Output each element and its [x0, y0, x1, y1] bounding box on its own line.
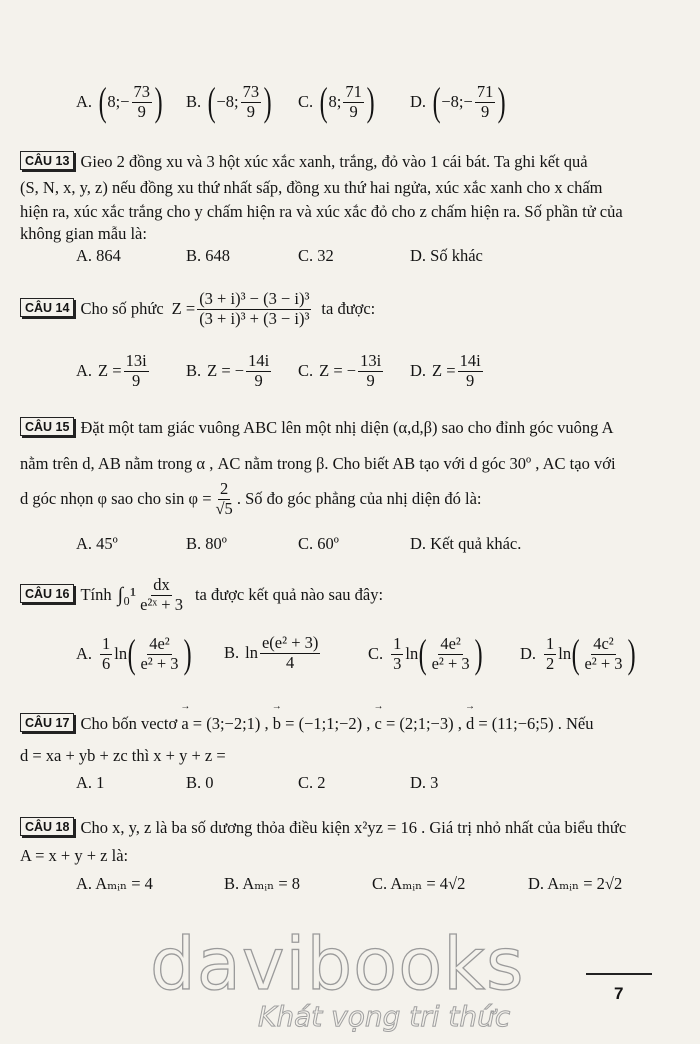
- q18-option-c: C. Aₘᵢₙ = 4√2: [372, 874, 466, 893]
- q15-line-2: nằm trên d, AB nằm trong α , AC nằm trong β. Cho biết AB tạo với d góc 30º , AC tạo với: [20, 454, 616, 473]
- q13-line-3: hiện ra, xúc xắc trắng cho y chấm hiện ra và xúc xắc đỏ cho z chấm hiện ra. Số phần tử của: [20, 202, 623, 221]
- q14-line-1: CÂU 14 Cho số phức Z = $\frac{\text{(3 + i)³ − (3 − i)³}}{\text{(3 + i)³ + (3 − i)³}}$ ta được:: [20, 290, 375, 329]
- q13-option-c: C. 32: [298, 246, 334, 265]
- q13-line-1: CÂU 13 Gieo 2 đồng xu và 3 hột xúc xắc xanh, trắng, đỏ vào 1 cái bát. Ta ghi kết quả: [20, 152, 588, 172]
- q13-line-2: (S, N, x, y, z) nếu đồng xu thứ nhất sấp, đồng xu thứ hai ngửa, xúc xắc xanh cho x chấm: [20, 178, 603, 197]
- brand-watermark: davibooks: [150, 922, 525, 1006]
- q18-option-b: B. Aₘᵢₙ = 8: [224, 874, 301, 893]
- q15-option-d: D. Kết quả khác.: [410, 534, 522, 553]
- q15-line-3: d góc nhọn φ sao cho sin φ = $\frac{2}{√5}$ . Số đo góc phẳng của nhị diện đó là:: [20, 479, 482, 518]
- q14-tag: CÂU 14: [20, 298, 74, 317]
- brand-slogan: Khát vọng tri thức: [258, 1000, 511, 1033]
- q17-line-2: d = xa + yb + zc thì x + y + z =: [20, 746, 226, 765]
- q15-option-b: B. 80º: [186, 534, 227, 553]
- q16-tag: CÂU 16: [20, 584, 74, 603]
- q14-option-b: B. Z = − $\frac{14i}{9}$: [186, 351, 270, 390]
- q12-option-a: A. ( 8;− $\frac{73}{9}$ ): [76, 79, 163, 124]
- q14-option-a: A. Z = $\frac{13i}{9}$: [76, 351, 147, 390]
- q12-option-b: B. ( −8; $\frac{73}{9}$ ): [186, 79, 272, 124]
- q15-line-1: CÂU 15 Đặt một tam giác vuông ABC lên một nhị diện (α,d,β) sao cho đỉnh góc vuông A: [20, 418, 614, 438]
- page-number: 7: [614, 984, 624, 1003]
- q17-option-b: B. 0: [186, 773, 214, 792]
- q13-option-d: D. Số khác: [410, 246, 483, 265]
- q17-option-d: D. 3: [410, 773, 439, 792]
- page-number-rule: [586, 973, 652, 975]
- q18-line-1: CÂU 18 Cho x, y, z là ba số dương thỏa điều kiện x²yz = 16 . Giá trị nhỏ nhất của biểu thức: [20, 818, 626, 838]
- q13-tag: CÂU 13: [20, 151, 74, 170]
- q17-option-a: A. 1: [76, 773, 105, 792]
- q15-tag: CÂU 15: [20, 417, 74, 436]
- q18-tag: CÂU 18: [20, 817, 74, 836]
- q12-option-d: D. ( −8;− $\frac{71}{9}$ ): [410, 79, 506, 124]
- q16-line-1: CÂU 16 Tính ∫₀¹ $\frac{dx}{\text{e²ˣ + 3}}$ ta được kết quả nào sau đây:: [20, 576, 383, 615]
- q18-option-a: A. Aₘᵢₙ = 4: [76, 874, 153, 893]
- q17-line-1: CÂU 17 Cho bốn vectơ → a = (3;−2;1) , → b = (−1;1;−2) , → c = (2;1;−3) , → d = (11;−6;5) . Nếu: [20, 714, 594, 734]
- q14-option-d: D. Z = $\frac{14i}{9}$: [410, 351, 481, 390]
- q13-line-4: không gian mẫu là:: [20, 224, 147, 243]
- q12-option-c: C. ( 8; $\frac{71}{9}$ ): [298, 79, 375, 124]
- q18-option-d: D. Aₘᵢₙ = 2√2: [528, 874, 623, 893]
- q13-option-a: A. 864: [76, 246, 121, 265]
- q18-line-2: A = x + y + z là:: [20, 846, 129, 865]
- q14-option-c: C. Z = − $\frac{13i}{9}$: [298, 351, 382, 390]
- q15-option-c: C. 60º: [298, 534, 339, 553]
- q16-option-d: D. $\frac{1}{2}$ ln ( $\frac{\text{4c²}}{\text{e² + 3}}$ ): [520, 631, 636, 676]
- q16-option-b: B. ln $\frac{\text{e(e² + 3)}}{4}$: [224, 633, 319, 672]
- q15-option-a: A. 45º: [76, 534, 118, 553]
- q16-option-c: C. $\frac{1}{3}$ ln ( $\frac{\text{4e²}}{\text{e² + 3}}$ ): [368, 631, 483, 676]
- q17-option-c: C. 2: [298, 773, 326, 792]
- q13-option-b: B. 648: [186, 246, 231, 265]
- q16-option-a: A. $\frac{1}{6}$ ln ( $\frac{\text{4e²}}{\text{e² + 3}}$ ): [76, 631, 192, 676]
- q17-tag: CÂU 17: [20, 713, 74, 732]
